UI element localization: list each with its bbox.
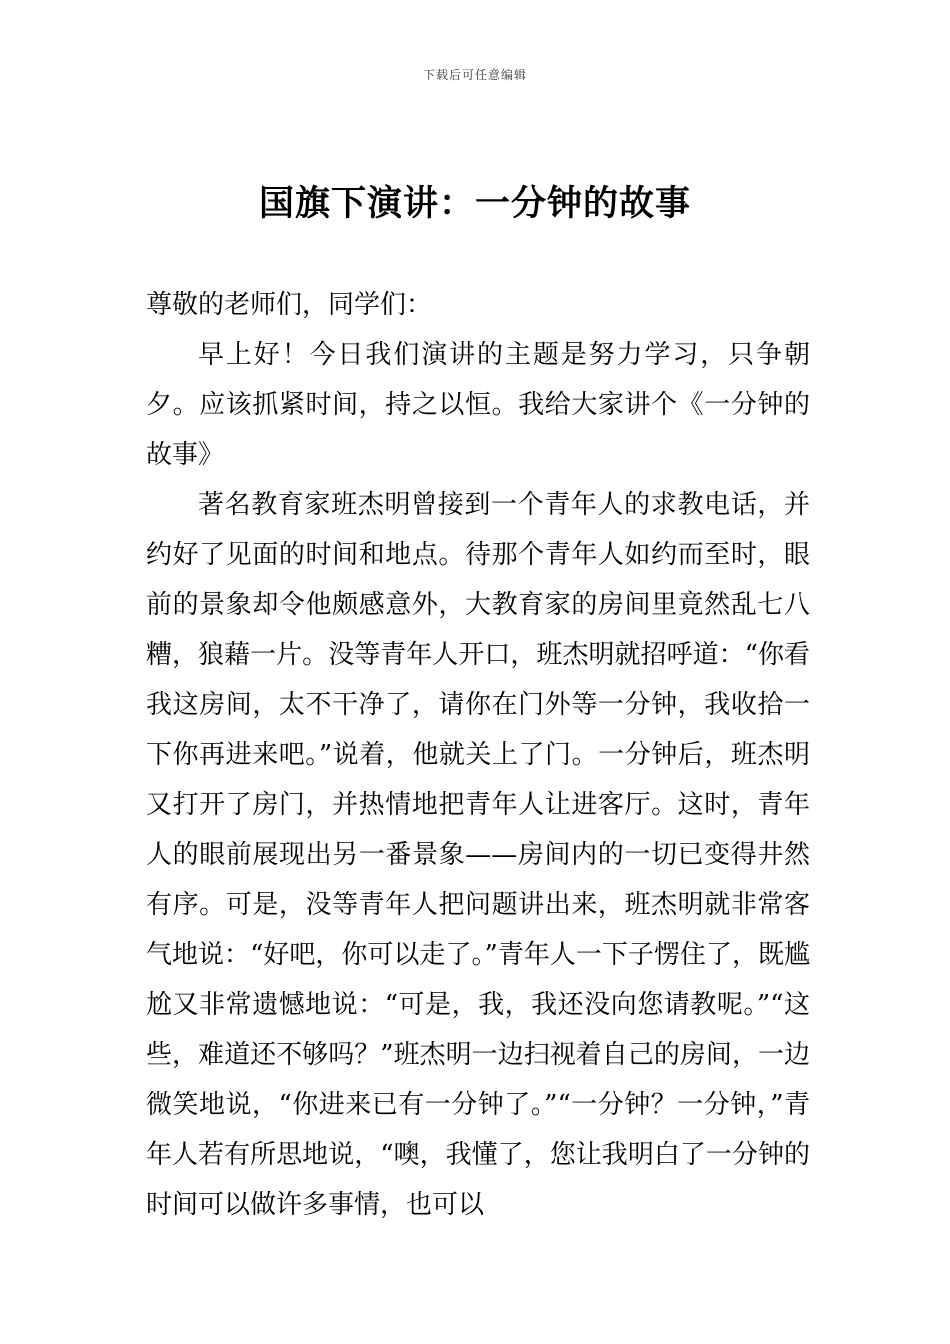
paragraph-greeting: 早上好！今日我们演讲的主题是努力学习，只争朝夕。应该抓紧时间，持之以恒。我给大家讲个《一分钟的故事》 bbox=[146, 340, 810, 470]
paragraph-story: 著名教育家班杰明曾接到一个青年人的求教电话，并约好了见面的时间和地点。待那个青年人如约而至时，眼前的景象却令他颇感意外，大教育家的房间里竟然乱七八糟，狼藉一片。没等青年人开口，班杰明就招呼道：“你看我这房间，太不干净了，请你在门外等一分钟，我收拾一下你再进来吧。”说着，他就关上了门。一分钟后，班杰明又打开了房门，并热情地把青年人让进客厅。这时，青年人的眼前展现出另一番景象——房间内的一切已变得井然有序。可是，没等青年人把问题讲出来，班杰明就非常客气地说：“好吧，你可以走了。”青年人一下子愣住了，既尴尬又非常遗憾地说：“可是，我，我还没向您请教呢。”“这些，难道还不够吗？”班杰明一边扫视着自己的房间，一边微笑地说，“你进来已有一分钟了。”“一分钟？一分钟，”青年人若有所思地说，“噢，我懂了，您让我明白了一分钟的时间可以做许多事情，也可以 bbox=[146, 490, 810, 1220]
document-body bbox=[146, 280, 810, 1230]
header-note: 下载后可任意编辑 bbox=[422, 68, 527, 82]
salutation: 尊敬的老师们，同学们： bbox=[146, 290, 433, 320]
document-title: 国旗下演讲：一分钟的故事 bbox=[258, 184, 691, 224]
